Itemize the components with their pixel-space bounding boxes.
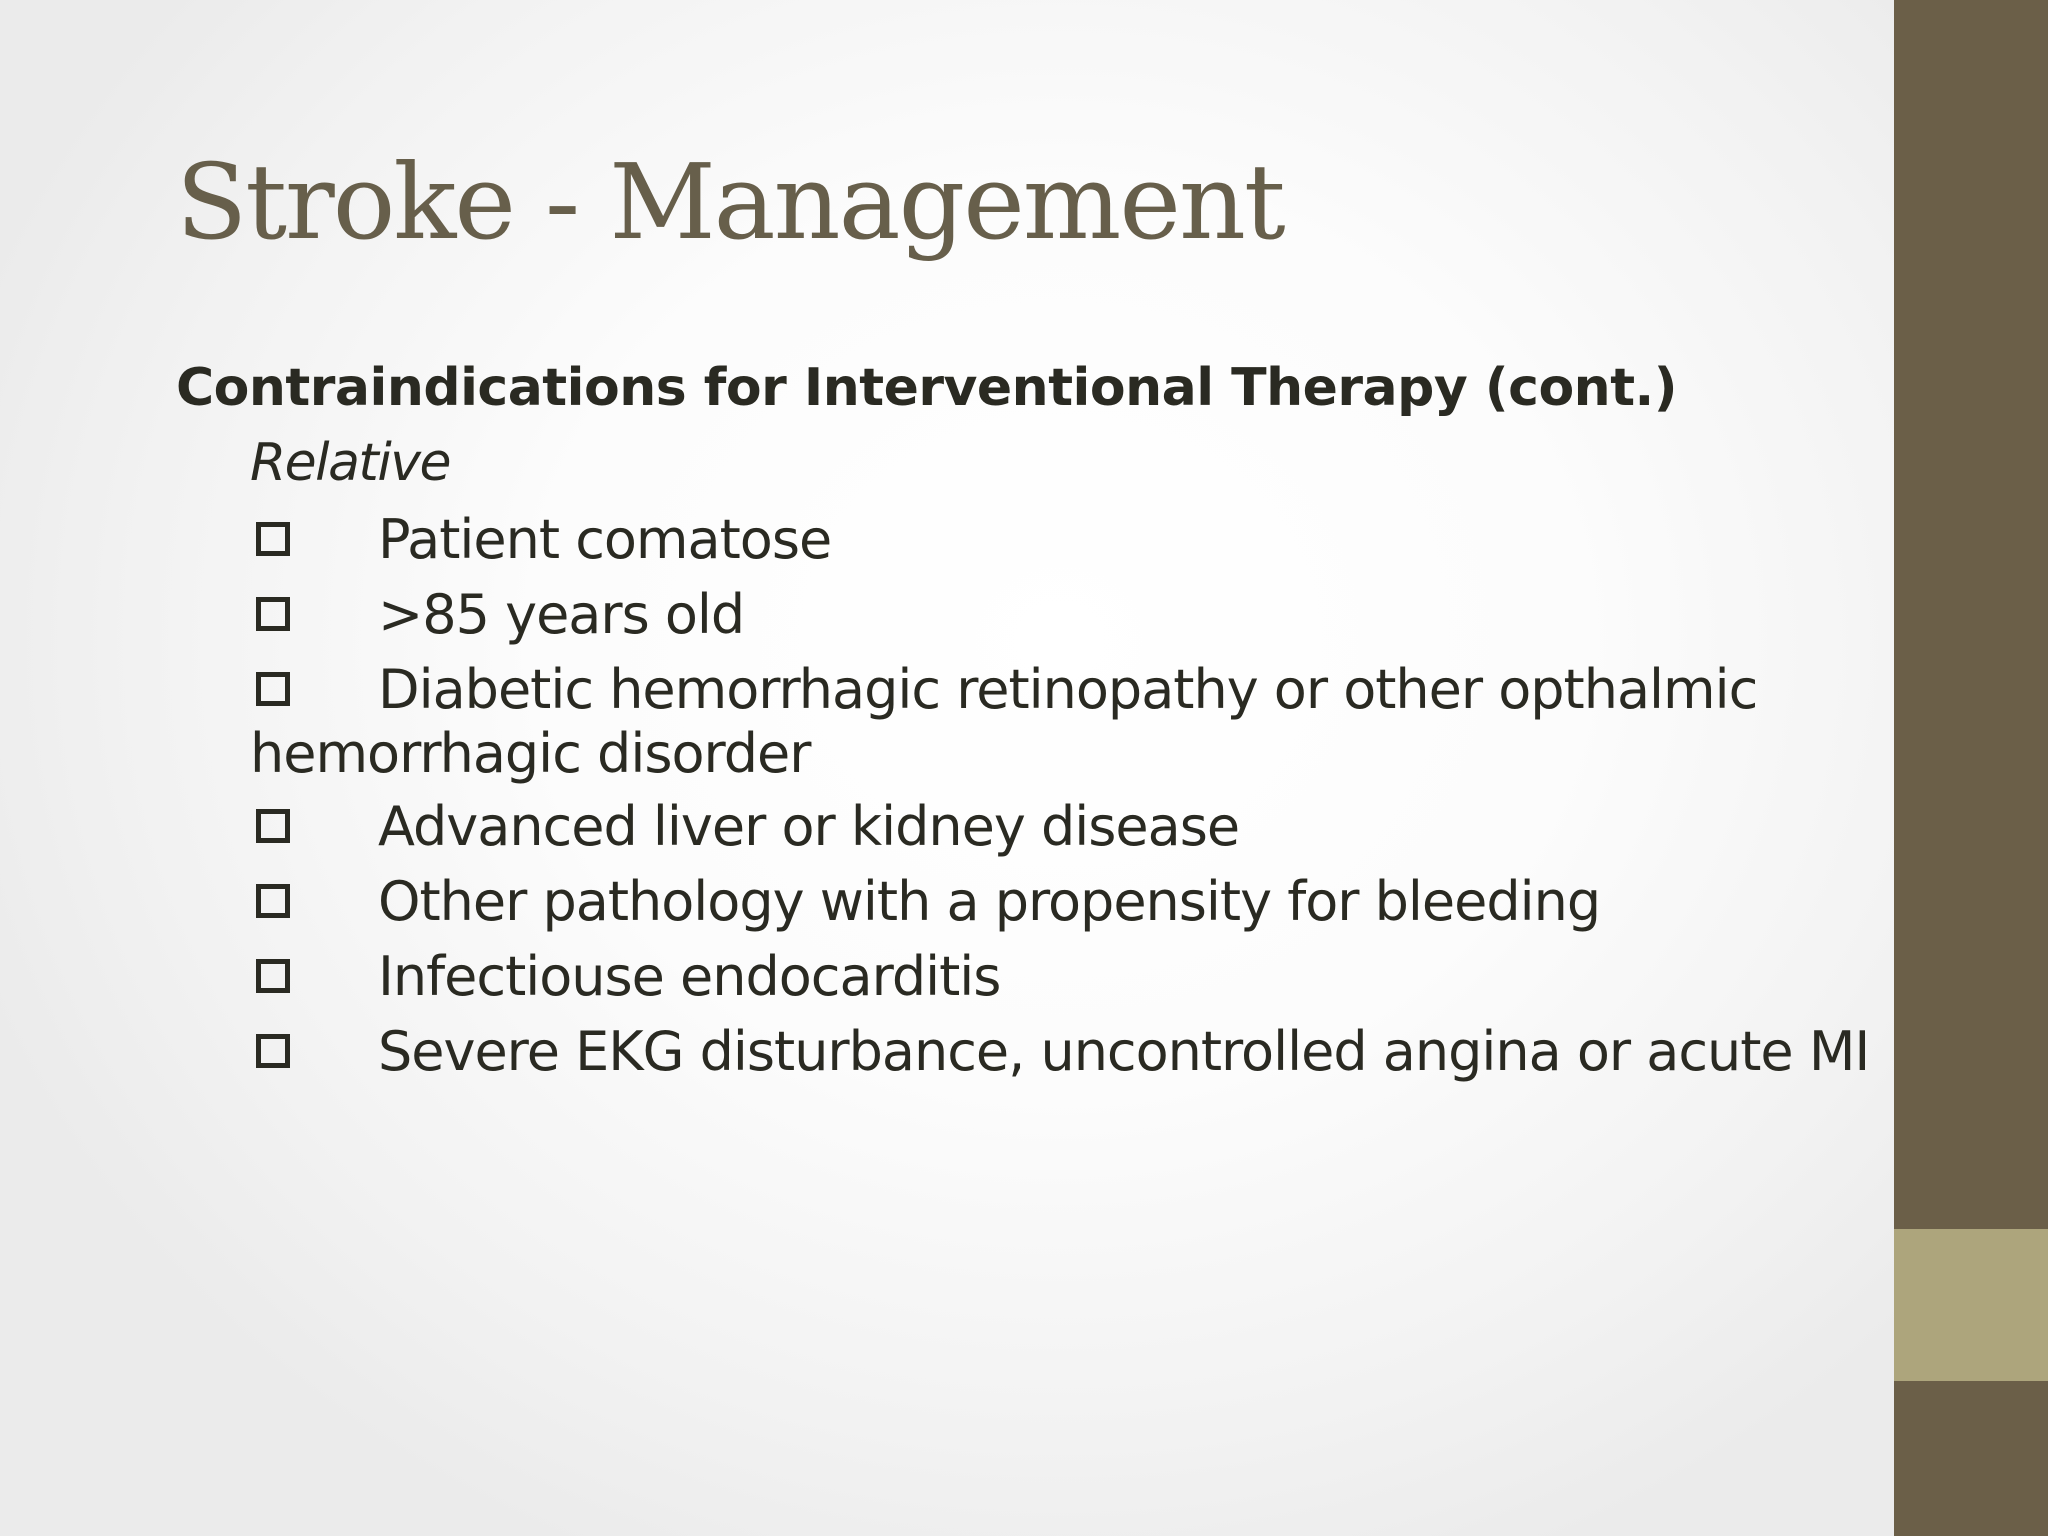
list-item-text: >85 years old (378, 583, 745, 646)
list-item (250, 583, 1890, 647)
list-item-text: Diabetic hemorrhagic retinopathy or other opthalmic hemorrhagic disorder (250, 658, 1758, 785)
checkbox-bullet-icon (256, 522, 290, 556)
category-label: Relative (250, 433, 451, 493)
list-item-text: Advanced liver or kidney disease (378, 795, 1240, 858)
checkbox-bullet-icon (256, 1034, 290, 1068)
list-item (250, 508, 1890, 572)
list-item-text: Other pathology with a propensity for bleeding (378, 870, 1601, 933)
list-item (250, 658, 1890, 786)
list-item (250, 1020, 1890, 1084)
list-item (250, 945, 1890, 1009)
sidebar-accent-block (1894, 1229, 2048, 1381)
checkbox-bullet-icon (256, 959, 290, 993)
slide-title: Stroke - Management (176, 141, 1284, 263)
checkbox-bullet-icon (256, 672, 290, 706)
list-item (250, 870, 1890, 934)
checkbox-bullet-icon (256, 884, 290, 918)
list-item-text: Patient comatose (378, 508, 832, 571)
list-item (250, 795, 1890, 859)
checkbox-bullet-icon (256, 597, 290, 631)
list-item-text: Infectiouse endocarditis (378, 945, 1001, 1008)
section-heading: Contraindications for Interventional Therapy (cont.) (176, 358, 1678, 418)
list-item-text: Severe EKG disturbance, uncontrolled angina or acute MI (378, 1020, 1870, 1083)
checkbox-bullet-icon (256, 809, 290, 843)
